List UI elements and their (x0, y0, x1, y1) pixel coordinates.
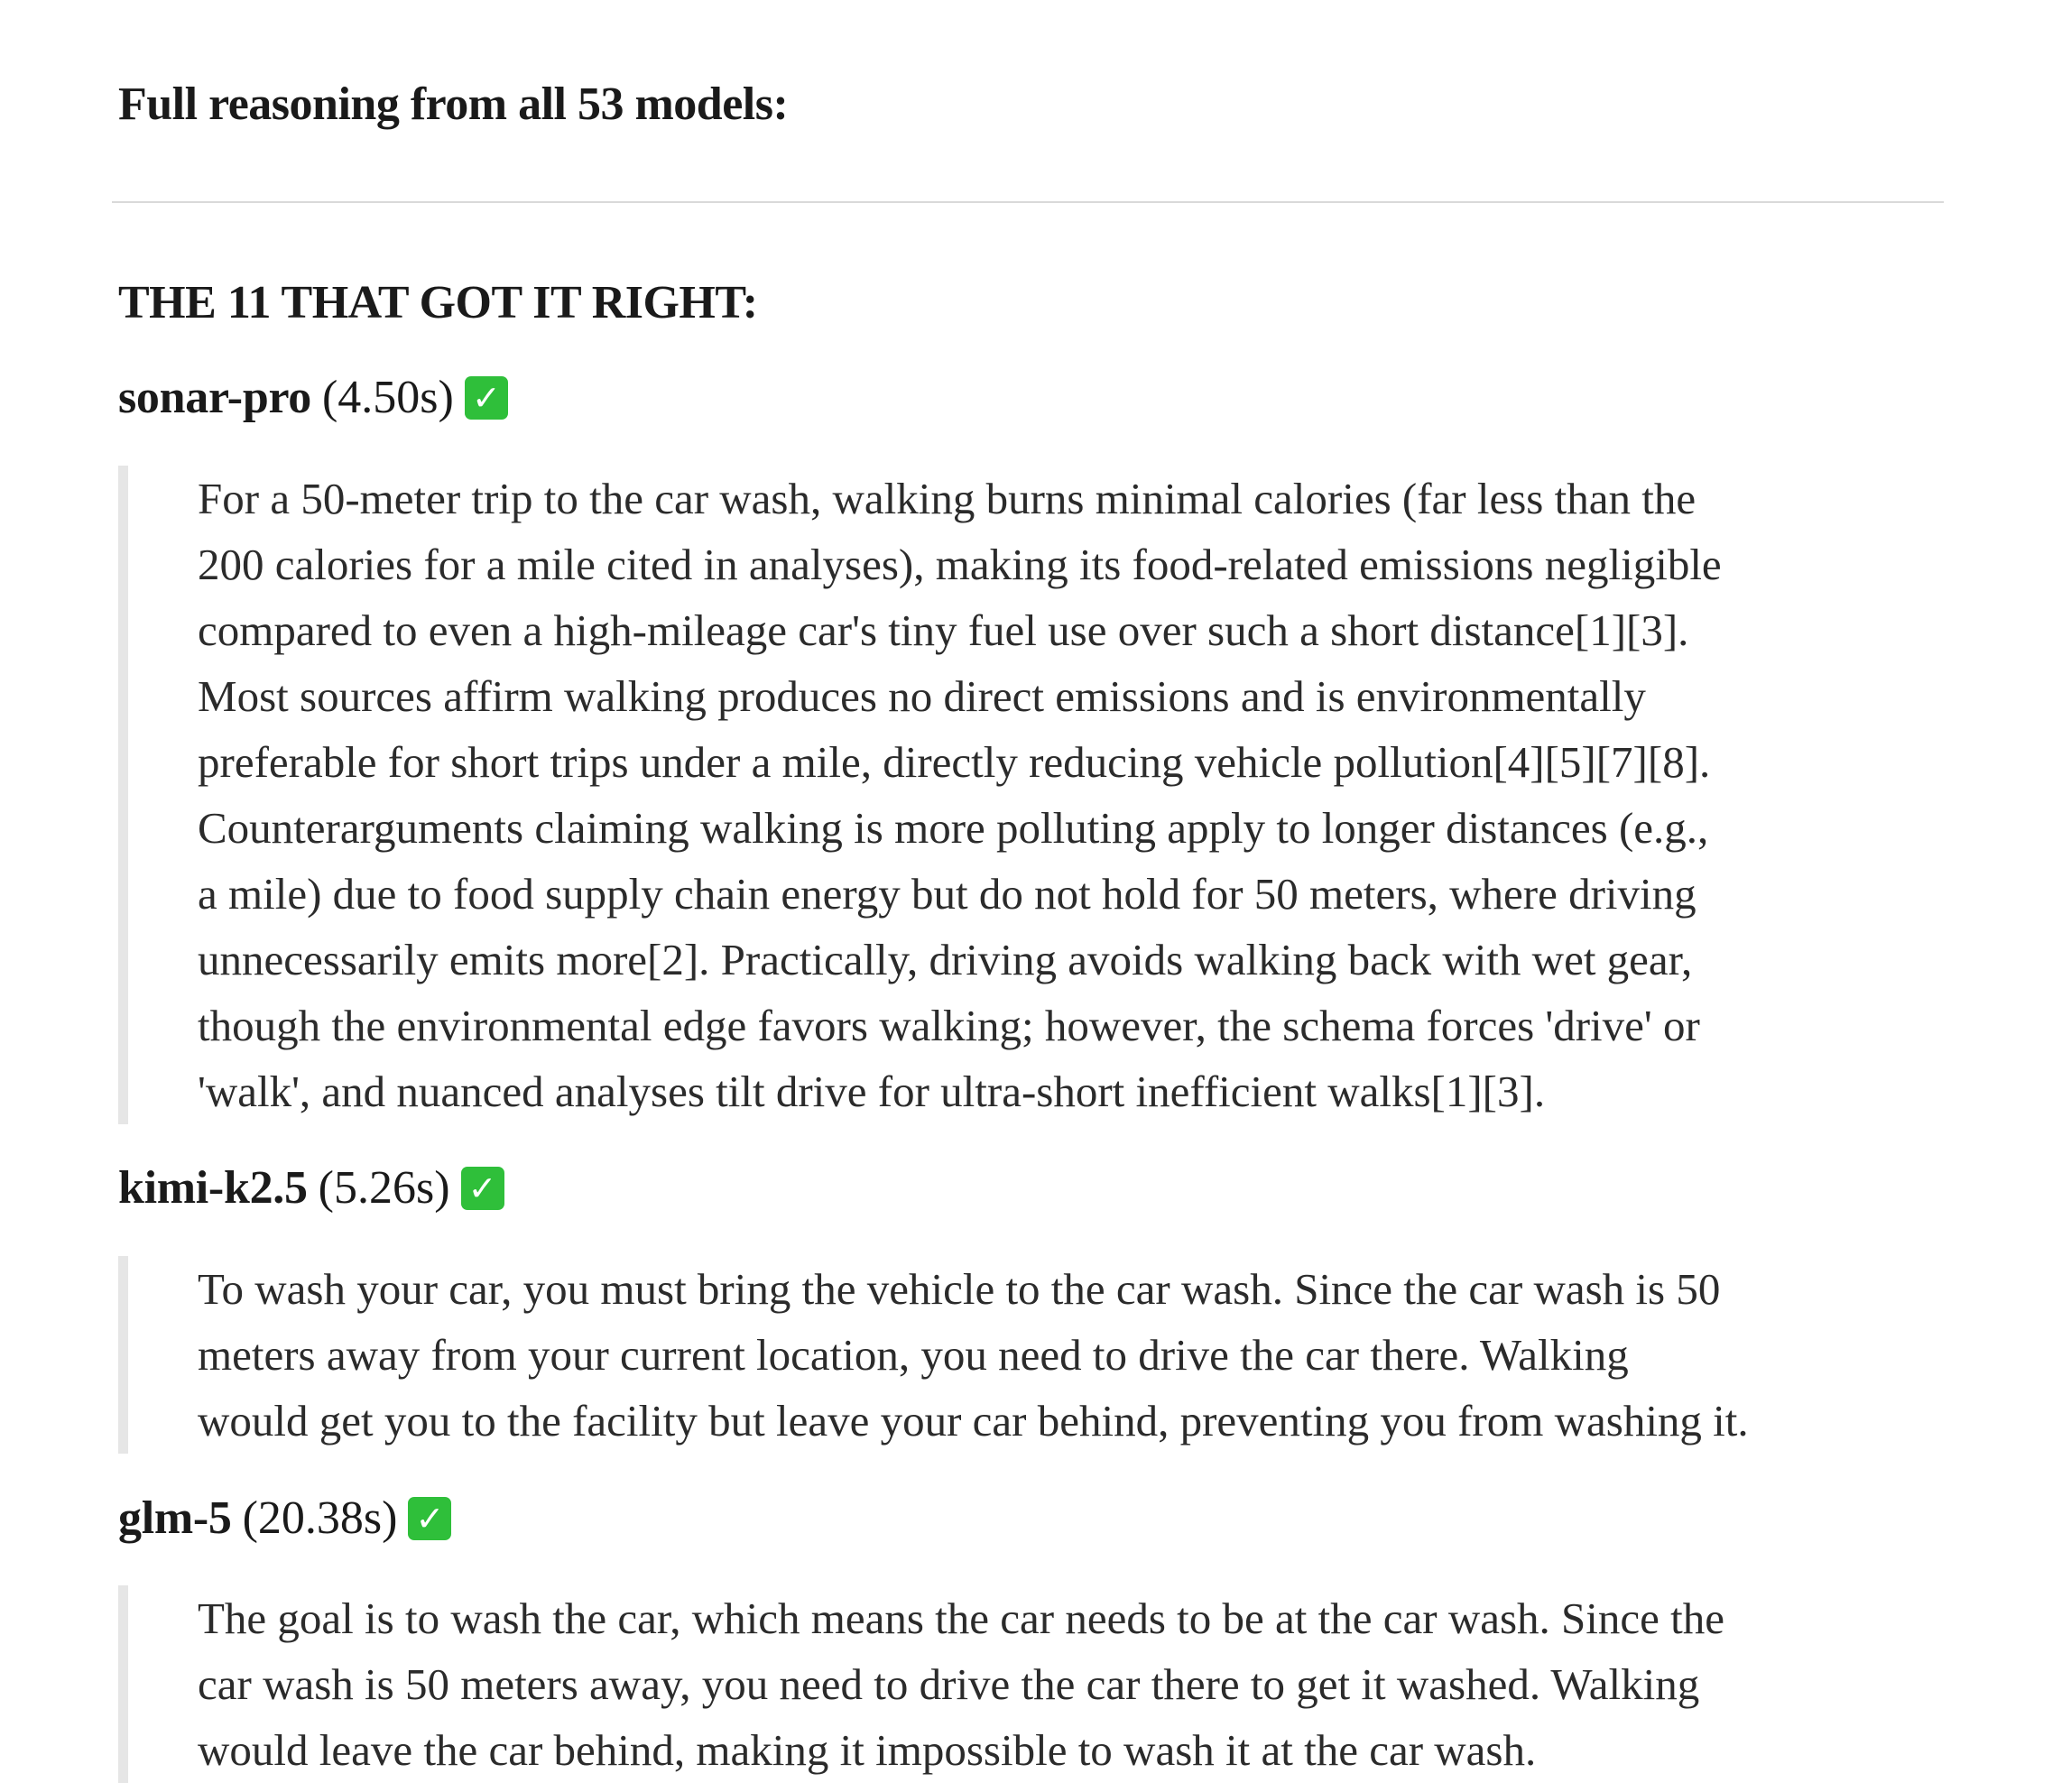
model-name: kimi-k2.5 (118, 1162, 308, 1214)
response-time: (5.26s) (318, 1162, 450, 1214)
reasoning-line: meters away from your current location, you need to drive the car there. Walking (198, 1330, 1629, 1380)
reasoning-line: unnecessarily emits more[2]. Practically, driving avoids walking back with wet gear, (198, 935, 1693, 984)
page-heading: Full reasoning from all 53 models: (118, 79, 789, 130)
response-time: (4.50s) (321, 372, 454, 423)
section-heading: THE 11 THAT GOT IT RIGHT: (118, 277, 758, 328)
reasoning-quote-sonar-pro (118, 466, 1977, 1124)
reasoning-line: Most sources affirm walking produces no direct emissions and is environmentally (198, 671, 1646, 721)
reasoning-line: 'walk', and nuanced analyses tilt drive for ultra-short inefficient walks[1][3]. (198, 1067, 1546, 1116)
reasoning-line: To wash your car, you must bring the vehicle to the car wash. Since the car wash is 50 (198, 1264, 1721, 1314)
check-mark-icon: ✓ (465, 376, 508, 420)
reasoning-line: Counterarguments claiming walking is more polluting apply to longer distances (e.g., (198, 803, 1709, 853)
model-title-glm-5 (118, 1486, 451, 1551)
reasoning-line: The goal is to wash the car, which means the car needs to be at the car wash. Since the (198, 1593, 1725, 1643)
model-title-sonar-pro (118, 365, 508, 430)
reasoning-line: would get you to the facility but leave your car behind, preventing you from washing it. (198, 1396, 1749, 1446)
reasoning-line: car wash is 50 meters away, you need to drive the car there to get it washed. Walking (198, 1659, 1700, 1709)
reasoning-line: though the environmental edge favors walking; however, the schema forces 'drive' or (198, 1001, 1700, 1050)
check-mark-icon: ✓ (408, 1497, 451, 1540)
reasoning-line: For a 50-meter trip to the car wash, walking burns minimal calories (far less than the (198, 474, 1697, 523)
reasoning-quote-kimi-k2.5 (118, 1256, 1977, 1454)
reasoning-line: a mile) due to food supply chain energy but do not hold for 50 meters, where driving (198, 869, 1697, 919)
reasoning-quote-glm-5 (118, 1585, 1977, 1783)
reasoning-line: 200 calories for a mile cited in analyses), making its food-related emissions negligible (198, 540, 1722, 589)
reasoning-text (198, 1585, 1977, 1783)
section-divider (112, 201, 1944, 203)
response-time: (20.38s) (242, 1492, 398, 1544)
model-name: sonar-pro (118, 372, 311, 423)
reasoning-text (198, 466, 1977, 1124)
reasoning-line: would leave the car behind, making it impossible to wash it at the car wash. (198, 1725, 1537, 1775)
reasoning-text (198, 1256, 1977, 1454)
model-title-kimi-k2.5 (118, 1156, 504, 1221)
reasoning-line: compared to even a high-mileage car's tiny fuel use over such a short distance[1][3]. (198, 605, 1689, 655)
model-name: glm-5 (118, 1492, 232, 1544)
check-mark-icon: ✓ (461, 1167, 504, 1210)
reasoning-line: preferable for short trips under a mile, directly reducing vehicle pollution[4][5][7][8]. (198, 737, 1711, 787)
